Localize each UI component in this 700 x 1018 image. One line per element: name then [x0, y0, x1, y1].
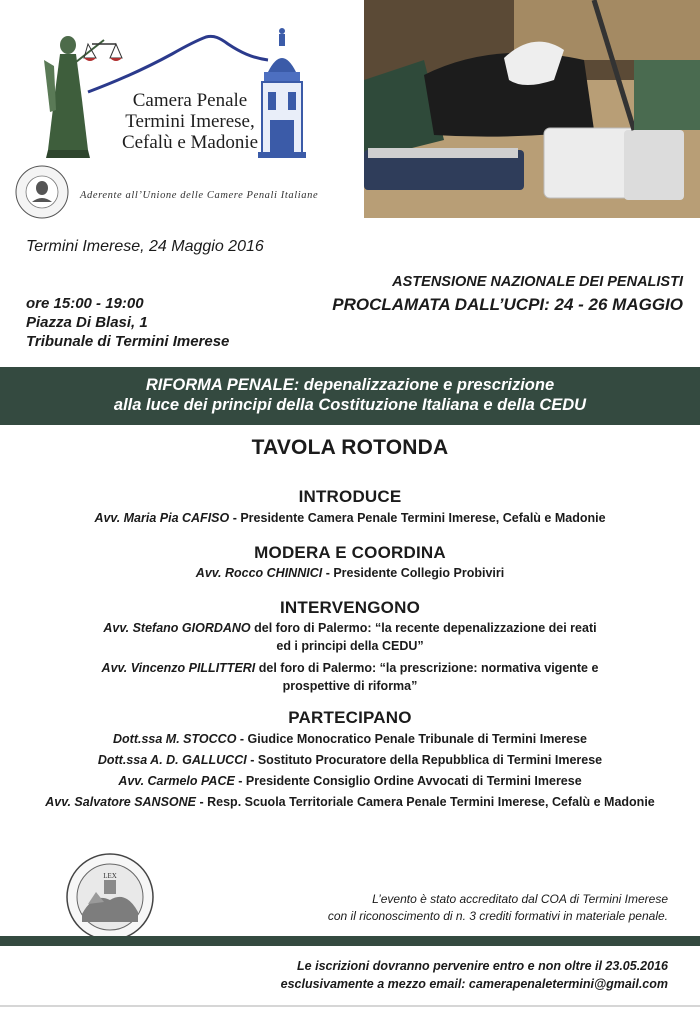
topic-banner — [0, 367, 700, 425]
bottom-rule — [0, 1005, 700, 1007]
accreditation-line-2: con il riconoscimento di n. 3 crediti formativi in materiale penale. — [327, 909, 668, 923]
section-title-introduce: INTRODUCE — [298, 487, 402, 506]
logo-title-line: Cefalù e Madonie — [121, 132, 259, 153]
speaker-role: del foro di Palermo: “la recente depenalizzazione dei reati — [250, 621, 597, 635]
program-title: TAVOLA ROTONDA — [251, 436, 449, 459]
speaker-entry — [0, 509, 700, 527]
speaker-entry — [0, 751, 700, 769]
speaker-role: - Presidente Camera Penale Termini Imerese, Cefalù e Madonie — [229, 511, 606, 525]
speaker-entry — [0, 730, 700, 748]
courtroom-photo — [364, 0, 700, 218]
event-address: Piazza Di Blasi, 1 — [26, 314, 148, 331]
speaker-name: Dott.ssa M. STOCCO — [113, 732, 237, 746]
speaker-role-cont: prospettive di riforma” — [282, 679, 418, 693]
accreditation-note — [328, 891, 668, 925]
aderente-text: Aderente all’Unione delle Camere Penali Italiane — [80, 190, 319, 201]
speaker-role: - Resp. Scuola Territoriale Camera Penale Termini Imerese, Cefalù e Madonie — [196, 795, 655, 809]
registration-line-2: esclusivamente a mezzo email: camerapenaletermini@gmail.com — [280, 977, 668, 991]
courtroom-photo-graphic — [364, 0, 700, 218]
footer-divider — [0, 936, 700, 946]
speaker-name: Avv. Maria Pia CAFISO — [94, 511, 230, 525]
speaker-name: Avv. Salvatore SANSONE — [45, 795, 197, 809]
event-time: ore 15:00 - 19:00 — [26, 295, 144, 312]
registration-line-1: Le iscrizioni dovranno pervenire entro e non oltre il 23.05.2016 — [297, 959, 668, 973]
camera-penale-logo — [0, 0, 362, 222]
speaker-entry — [0, 772, 700, 790]
speaker-entry — [0, 793, 700, 811]
speaker-entry — [0, 564, 700, 582]
astensione-line-2: PROCLAMATA DALL’UCPI: 24 - 26 MAGGIO — [332, 295, 683, 314]
logo-title — [110, 90, 270, 153]
ucpi-seal-icon — [16, 166, 68, 218]
speaker-role: - Presidente Consiglio Ordine Avvocati di Termini Imerese — [234, 774, 582, 788]
program — [0, 432, 700, 811]
section-title-partecipano: PARTECIPANO — [288, 708, 412, 727]
section-title-modera: MODERA E COORDINA — [254, 543, 446, 562]
banner-line-2: alla luce dei principi della Costituzione Italiana e della CEDU — [113, 396, 587, 414]
speaker-entry — [0, 659, 700, 695]
logo-title-line: Termini Imerese, — [125, 111, 255, 132]
speaker-role: - Presidente Collegio Probiviri — [322, 566, 505, 580]
speaker-name: Avv. Rocco CHINNICI — [195, 566, 323, 580]
ordine-avvocati-seal-icon — [64, 852, 156, 942]
speaker-name: Avv. Vincenzo PILLITTERI — [101, 661, 256, 675]
astensione-line-1: ASTENSIONE NAZIONALE DEI PENALISTI — [392, 274, 683, 290]
accreditation-line-1: L’evento è stato accreditato dal COA di Termini Imerese — [372, 892, 668, 906]
speaker-role: del foro di Palermo: “la prescrizione: normativa vigente e — [255, 661, 599, 675]
logo-title-line: Camera Penale — [132, 90, 248, 111]
speaker-role: - Sostituto Procuratore della Repubblica di Termini Imerese — [246, 753, 603, 767]
speaker-entry — [0, 619, 700, 655]
seal-motto: LEX — [103, 872, 117, 880]
section-title-intervengono: INTERVENGONO — [280, 598, 420, 617]
speaker-name: Dott.ssa A. D. GALLUCCI — [97, 753, 247, 767]
event-place — [26, 294, 229, 351]
event-date: Termini Imerese, 24 Maggio 2016 — [26, 238, 264, 255]
header — [0, 0, 700, 222]
banner-line-1: RIFORMA PENALE: depenalizzazione e prescrizione — [145, 376, 555, 394]
speaker-role: - Giudice Monocratico Penale Tribunale di Termini Imerese — [236, 732, 587, 746]
astensione-notice — [332, 271, 683, 317]
event-venue: Tribunale di Termini Imerese — [26, 333, 230, 350]
speaker-name: Avv. Stefano GIORDANO — [103, 621, 251, 635]
registration-note — [281, 957, 668, 993]
speaker-role-cont: ed i principi della CEDU” — [276, 639, 424, 653]
speaker-name: Avv. Carmelo PACE — [118, 774, 235, 788]
